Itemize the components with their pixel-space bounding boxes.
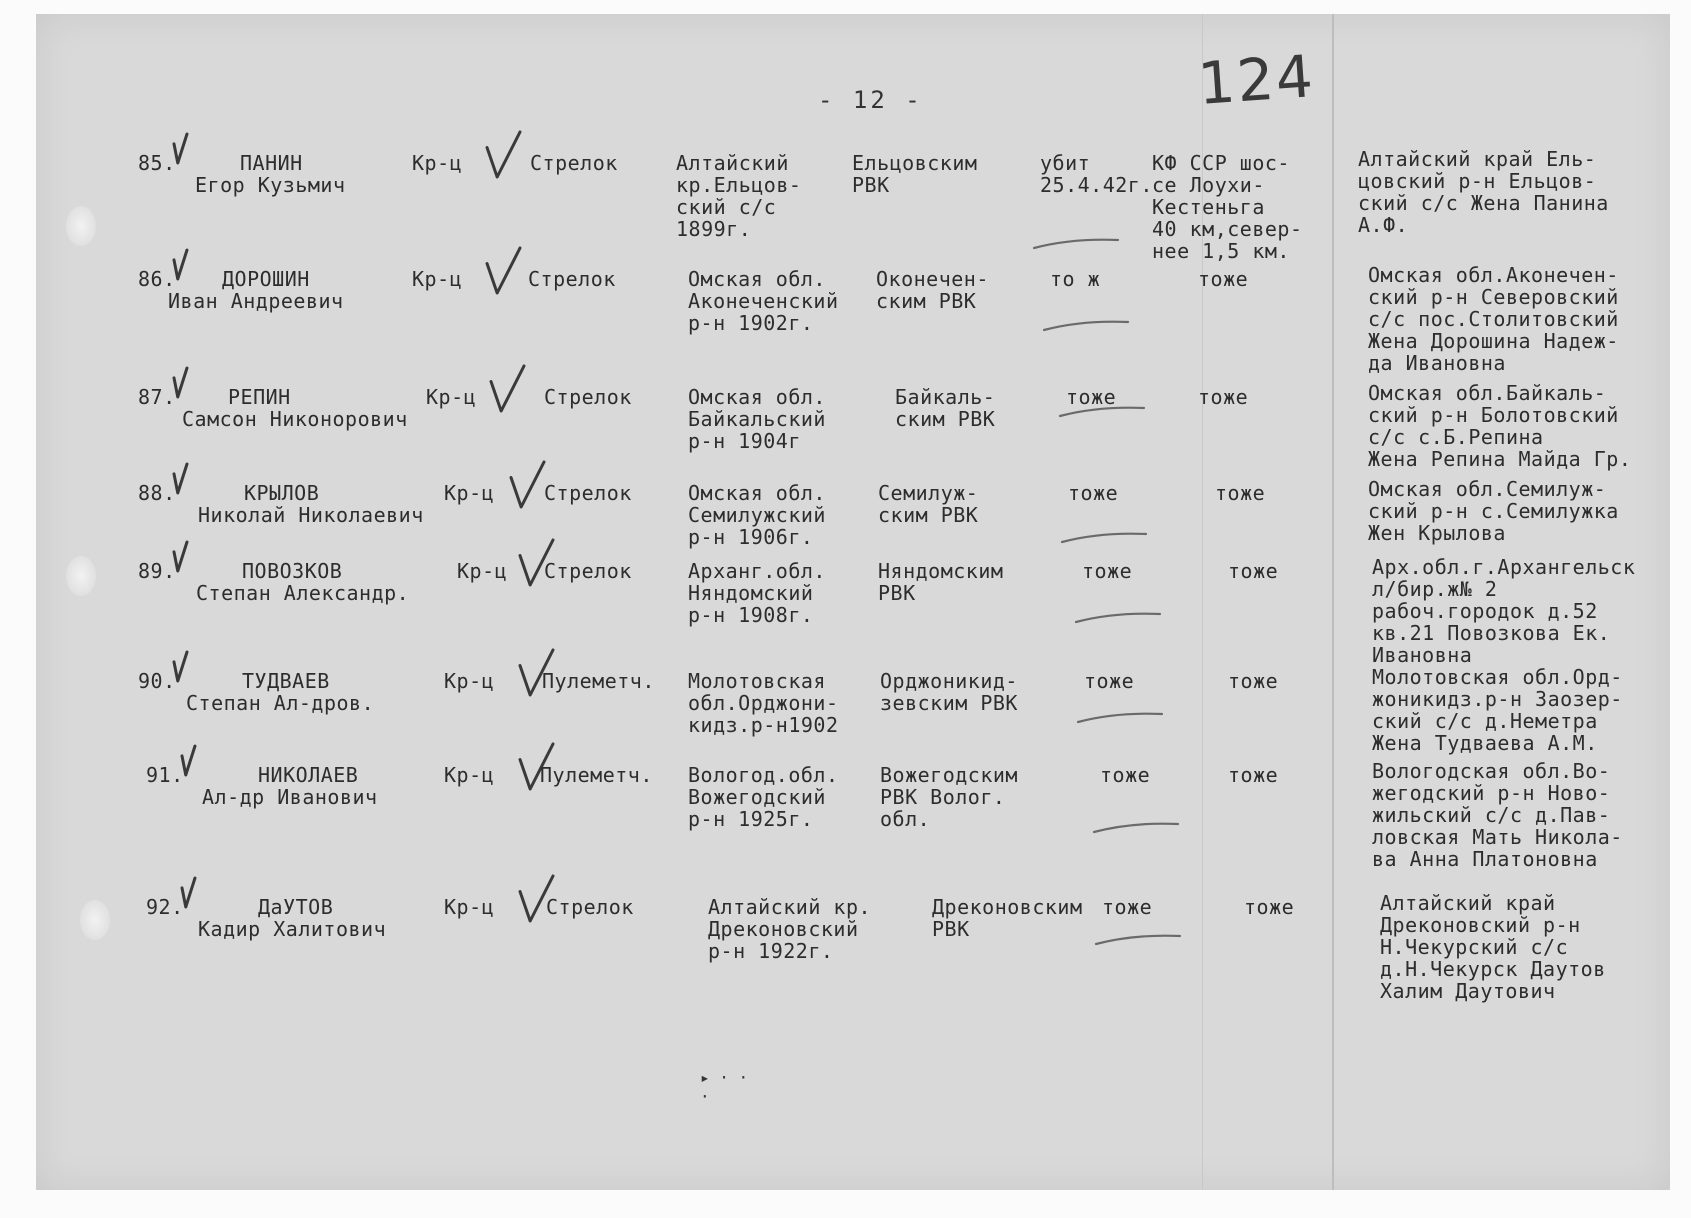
rvk-line: РВК — [852, 173, 890, 197]
burial-line: се Лоухи- — [1152, 173, 1265, 197]
soldier-surname: ДОРОШИН — [222, 267, 310, 291]
fate-line: тоже — [1100, 763, 1151, 787]
page-number: - 12 - — [818, 86, 923, 114]
burial-line: тоже — [1215, 481, 1266, 505]
burial-line: тоже — [1198, 385, 1249, 409]
soldier-surname: ДаУТОВ — [258, 895, 334, 919]
burial-line: Кестеньга — [1152, 195, 1265, 219]
birth-info-line: Аконеченский — [688, 289, 839, 313]
soldier-name: Самсон Никонорович — [182, 407, 408, 431]
relative-line: Дреконовский р-н — [1380, 913, 1581, 937]
relative-line: с/с пос.Столитовский — [1368, 307, 1619, 331]
rvk-line: ским РВК — [876, 289, 977, 313]
rvk-line: Оконечен- — [876, 267, 989, 291]
soldier-surname: КРЫЛОВ — [244, 481, 320, 505]
relative-line: с/с с.Б.Репина — [1368, 425, 1544, 449]
record-number: 91. — [146, 763, 184, 787]
check-mark-icon — [489, 364, 527, 414]
birth-info-line: Арханг.обл. — [688, 559, 826, 583]
fate-line: тоже — [1068, 481, 1119, 505]
relative-line: жегодский р-н Ново- — [1372, 781, 1611, 805]
relative-line: л/бир.ж№ 2 — [1372, 577, 1498, 601]
relative-line: жильский с/с д.Пав- — [1372, 803, 1611, 827]
birth-info-line: Алтайский кр. — [708, 895, 872, 919]
soldier-rank: Кр-ц — [412, 151, 463, 175]
pencil-underline-mark — [1094, 930, 1184, 950]
birth-info-line: кидз.р-н1902 — [688, 713, 839, 737]
soldier-name: Степан Александр. — [196, 581, 410, 605]
soldier-name: Иван Андреевич — [168, 289, 344, 313]
rvk-line: зевским РВК — [880, 691, 1018, 715]
rvk-line: Ельцовским — [852, 151, 978, 175]
rvk-line: Орджоникид- — [880, 669, 1018, 693]
check-mark-icon — [485, 130, 523, 180]
relative-line: Алтайский край — [1380, 891, 1556, 915]
relative-line: жоникидз.р-н Заозер- — [1372, 687, 1623, 711]
burial-line: КФ ССР шос- — [1152, 151, 1290, 175]
check-mark-icon — [485, 246, 523, 296]
fate-line: то ж — [1050, 267, 1101, 291]
soldier-surname: ТУДВАЕВ — [242, 669, 330, 693]
birth-info-line: ский с/с — [676, 195, 777, 219]
birth-info-line: кр.Ельцов- — [676, 173, 802, 197]
pencil-underline-mark — [1058, 402, 1148, 422]
relative-line: Ивановна — [1372, 643, 1473, 667]
paper-stain — [66, 206, 96, 246]
birth-info-line: Алтайский — [676, 151, 789, 175]
soldier-position: Стрелок — [544, 481, 632, 505]
soldier-surname: РЕПИН — [228, 385, 291, 409]
relative-line: ский р-н Северовский — [1368, 285, 1619, 309]
birth-info-line: Вологод.обл. — [688, 763, 839, 787]
paper-stain — [66, 556, 96, 596]
small-check-mark-icon — [172, 366, 190, 400]
birth-info-line: Дреконовский — [708, 917, 859, 941]
birth-info-line: Молотовская — [688, 669, 826, 693]
birth-info-line: р-н 1925г. — [688, 807, 814, 831]
soldier-rank: Кр-ц — [444, 895, 495, 919]
record-number: 86. — [138, 267, 176, 291]
birth-info-line: обл.Орджони- — [688, 691, 839, 715]
relative-line: ва Анна Платоновна — [1372, 847, 1598, 871]
soldier-position: Стрелок — [528, 267, 616, 291]
fate-line: тоже — [1084, 669, 1135, 693]
ink-mark — [700, 1068, 760, 1074]
burial-line: 40 км,север- — [1152, 217, 1303, 241]
birth-info-line: Семилужский — [688, 503, 826, 527]
record-number: 85. — [138, 151, 176, 175]
archive-page-number: 124 — [1195, 42, 1317, 118]
rvk-line: Байкаль- — [895, 385, 996, 409]
relative-line: Жен Крылова — [1368, 521, 1506, 545]
soldier-surname: НИКОЛАЕВ — [258, 763, 359, 787]
pencil-underline-mark — [1032, 234, 1122, 254]
soldier-position: Стрелок — [544, 559, 632, 583]
birth-info-line: Вожегодский — [688, 785, 826, 809]
burial-line: тоже — [1198, 267, 1249, 291]
fate-line: тоже — [1066, 385, 1117, 409]
birth-info-line: Няндомский — [688, 581, 814, 605]
relative-line: Халим Даутович — [1380, 979, 1556, 1003]
soldier-position: Стрелок — [544, 385, 632, 409]
relative-line: Вологодская обл.Во- — [1372, 759, 1611, 783]
soldier-name: Николай Николаевич — [198, 503, 424, 527]
relative-line: ский с/с д.Неметра — [1372, 709, 1598, 733]
small-check-mark-icon — [172, 650, 190, 684]
relative-line: рабоч.городок д.52 — [1372, 599, 1598, 623]
fate-line: убит — [1040, 151, 1091, 175]
burial-line: тоже — [1228, 669, 1279, 693]
relative-line: Н.Чекурский с/с — [1380, 935, 1569, 959]
soldier-rank: Кр-ц — [444, 481, 495, 505]
soldier-position: Пулеметч. — [542, 669, 655, 693]
pencil-underline-mark — [1092, 818, 1182, 838]
small-check-mark-icon — [180, 744, 198, 778]
soldier-rank: Кр-ц — [444, 669, 495, 693]
record-number: 88. — [138, 481, 176, 505]
small-check-mark-icon — [180, 876, 198, 910]
check-mark-icon — [509, 460, 547, 510]
soldier-name: Егор Кузьмич — [195, 173, 346, 197]
burial-line: тоже — [1228, 763, 1279, 787]
rvk-line: Вожегодским — [880, 763, 1018, 787]
relative-line: цовский р-н Ельцов- — [1358, 169, 1597, 193]
rvk-line: ским РВК — [895, 407, 996, 431]
rvk-line: РВК — [878, 581, 916, 605]
birth-info-line: Байкальский — [688, 407, 826, 431]
soldier-position: Стрелок — [530, 151, 618, 175]
relative-line: Жена Тудваева А.М. — [1372, 731, 1598, 755]
burial-line: тоже — [1244, 895, 1295, 919]
birth-info-line: Омская обл. — [688, 385, 826, 409]
relative-line: Алтайский край Ель- — [1358, 147, 1597, 171]
birth-info-line: р-н 1902г. — [688, 311, 814, 335]
relative-line: Жена Дорошина Надеж- — [1368, 329, 1619, 353]
relative-line: Молотовская обл.Орд- — [1372, 665, 1623, 689]
birth-info-line: р-н 1908г. — [688, 603, 814, 627]
soldier-position: Стрелок — [546, 895, 634, 919]
pencil-underline-mark — [1076, 708, 1166, 728]
soldier-surname: ПОВОЗКОВ — [242, 559, 343, 583]
pencil-underline-mark — [1042, 316, 1132, 336]
birth-info-line: 1899г. — [676, 217, 752, 241]
relative-line: Омская обл.Аконечен- — [1368, 263, 1619, 287]
soldier-rank: Кр-ц — [457, 559, 508, 583]
small-check-mark-icon — [172, 540, 190, 574]
soldier-rank: Кр-ц — [412, 267, 463, 291]
small-check-mark-icon — [172, 132, 190, 166]
rvk-line: ским РВК — [878, 503, 979, 527]
record-number: 92. — [146, 895, 184, 919]
rvk-line: Няндомским — [878, 559, 1004, 583]
relative-line: ский с/с Жена Панина — [1358, 191, 1609, 215]
burial-line: тоже — [1228, 559, 1279, 583]
relative-line: Жена Репина Майда Гр. — [1368, 447, 1632, 471]
rvk-line: Семилуж- — [878, 481, 979, 505]
soldier-rank: Кр-ц — [444, 763, 495, 787]
pencil-underline-mark — [1074, 608, 1164, 628]
soldier-surname: ПАНИН — [240, 151, 303, 175]
rvk-line: РВК Волог. — [880, 785, 1006, 809]
relative-line: кв.21 Повозкова Ек. — [1372, 621, 1611, 645]
birth-info-line: р-н 1906г. — [688, 525, 814, 549]
birth-info-line: Омская обл. — [688, 267, 826, 291]
rvk-line: РВК — [932, 917, 970, 941]
soldier-name: Степан Ал-дров. — [186, 691, 375, 715]
record-number: 89. — [138, 559, 176, 583]
fate-line: тоже — [1082, 559, 1133, 583]
small-check-mark-icon — [172, 462, 190, 496]
record-number: 87. — [138, 385, 176, 409]
relative-line: Арх.обл.г.Архангельск — [1372, 555, 1636, 579]
soldier-position: Пулеметч. — [540, 763, 653, 787]
fate-line: 25.4.42г. — [1040, 173, 1153, 197]
soldier-rank: Кр-ц — [426, 385, 477, 409]
relative-line: да Ивановна — [1368, 351, 1506, 375]
pencil-underline-mark — [1060, 528, 1150, 548]
burial-line: нее 1,5 км. — [1152, 239, 1290, 263]
fate-line: тоже — [1102, 895, 1153, 919]
page-fold-edge — [1332, 14, 1334, 1190]
relative-line: А.Ф. — [1358, 213, 1409, 237]
paper-stain — [80, 900, 110, 940]
relative-line: Омская обл.Байкаль- — [1368, 381, 1607, 405]
rvk-line: обл. — [880, 807, 931, 831]
relative-line: Омская обл.Семилуж- — [1368, 477, 1607, 501]
birth-info-line: Омская обл. — [688, 481, 826, 505]
relative-line: ский р-н Болотовский — [1368, 403, 1619, 427]
relative-line: д.Н.Чекурск Даутов — [1380, 957, 1606, 981]
small-check-mark-icon — [172, 248, 190, 282]
relative-line: ловская Мать Никола- — [1372, 825, 1623, 849]
record-number: 90. — [138, 669, 176, 693]
birth-info-line: р-н 1904г — [688, 429, 801, 453]
relative-line: ский р-н с.Семилужка — [1368, 499, 1619, 523]
soldier-name: Кадир Халитович — [198, 917, 387, 941]
soldier-name: Ал-др Иванович — [202, 785, 378, 809]
rvk-line: Дреконовским — [932, 895, 1083, 919]
birth-info-line: р-н 1922г. — [708, 939, 834, 963]
